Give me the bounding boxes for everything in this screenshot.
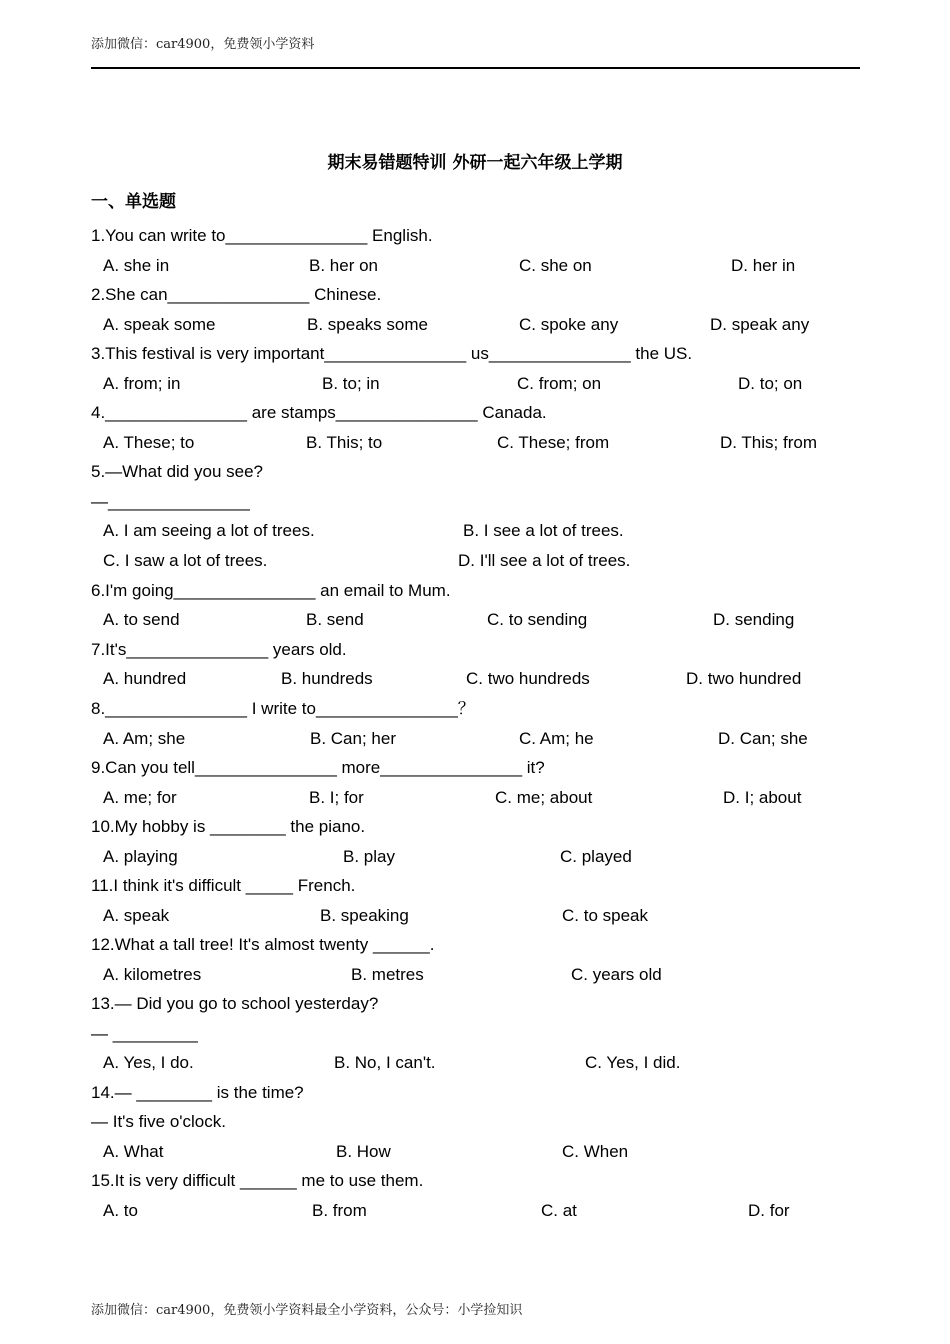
q9-option-c[interactable]: C. me; about: [495, 788, 593, 807]
q15-option-d[interactable]: D. for: [748, 1201, 790, 1220]
header-note: 添加微信：car4900，免费领小学资料: [91, 37, 315, 52]
q15-option-b[interactable]: B. from: [312, 1201, 367, 1220]
q1-option-d[interactable]: D. her in: [731, 256, 796, 275]
question-5-answer-line: —_______________: [91, 492, 250, 511]
q15-option-a[interactable]: A. to: [103, 1201, 138, 1220]
question-9-stem: 9.Can you tell_______________ more_______________ it?: [91, 758, 545, 777]
q10-option-a[interactable]: A. playing: [103, 847, 178, 866]
q8-option-a[interactable]: A. Am; she: [103, 729, 186, 748]
q9-option-d[interactable]: D. I; about: [723, 788, 802, 807]
q10-option-c[interactable]: C. played: [560, 847, 632, 866]
question-10-stem: 10.My hobby is ________ the piano.: [91, 817, 366, 836]
q13-option-b[interactable]: B. No, I can't.: [334, 1053, 436, 1072]
q4-option-b[interactable]: B. This; to: [306, 433, 383, 452]
question-4-stem: 4._______________ are stamps_______________ Canada.: [91, 403, 547, 422]
q2-option-d[interactable]: D. speak any: [710, 315, 810, 334]
footer-note: 添加微信：car4900，免费领小学资料最全小学资料，公众号：小学捡知识: [91, 1303, 523, 1318]
question-7-stem: 7.It's_______________ years old.: [91, 640, 347, 659]
q2-option-c[interactable]: C. spoke any: [519, 315, 619, 334]
q14-option-c[interactable]: C. When: [562, 1142, 629, 1161]
q14-option-a[interactable]: A. What: [103, 1142, 164, 1161]
q12-option-c[interactable]: C. years old: [571, 965, 662, 984]
q6-option-a[interactable]: A. to send: [103, 610, 180, 629]
q10-option-b[interactable]: B. play: [343, 847, 395, 866]
q6-option-c[interactable]: C. to sending: [487, 610, 588, 629]
q8-option-b[interactable]: B. Can; her: [310, 729, 396, 748]
q5-option-d[interactable]: D. I'll see a lot of trees.: [458, 551, 631, 570]
q6-option-d[interactable]: D. sending: [713, 610, 795, 629]
q1-option-c[interactable]: C. she on: [519, 256, 592, 275]
q3-option-a[interactable]: A. from; in: [103, 374, 181, 393]
q8-option-d[interactable]: D. Can; she: [718, 729, 808, 748]
question-6-stem: 6.I'm going_______________ an email to Mum.: [91, 581, 451, 600]
section-heading: 一、单选题: [91, 192, 176, 212]
header-divider: [91, 67, 860, 69]
q9-option-b[interactable]: B. I; for: [309, 788, 364, 807]
question-14-stem: 14.— ________ is the time?: [91, 1083, 304, 1102]
q3-option-b[interactable]: B. to; in: [322, 374, 380, 393]
q8-option-c[interactable]: C. Am; he: [519, 729, 594, 748]
q4-option-d[interactable]: D. This; from: [720, 433, 817, 452]
q14-option-b[interactable]: B. How: [336, 1142, 391, 1161]
question-12-stem: 12.What a tall tree! It's almost twenty ______.: [91, 935, 435, 954]
q1-option-b[interactable]: B. her on: [309, 256, 378, 275]
question-2-stem: 2.She can_______________ Chinese.: [91, 285, 382, 304]
q11-option-a[interactable]: A. speak: [103, 906, 170, 925]
q7-option-b[interactable]: B. hundreds: [281, 669, 373, 688]
q13-option-c[interactable]: C. Yes, I did.: [585, 1053, 681, 1072]
question-3-stem: 3.This festival is very important_______________ us_______________ the US.: [91, 344, 693, 363]
q15-option-c[interactable]: C. at: [541, 1201, 577, 1220]
q2-option-b[interactable]: B. speaks some: [307, 315, 428, 334]
q11-option-c[interactable]: C. to speak: [562, 906, 648, 925]
q4-option-a[interactable]: A. These; to: [103, 433, 195, 452]
q12-option-b[interactable]: B. metres: [351, 965, 424, 984]
q7-option-a[interactable]: A. hundred: [103, 669, 187, 688]
question-14-answer-line: — It's five o'clock.: [91, 1112, 226, 1131]
question-15-stem: 15.It is very difficult ______ me to use them.: [91, 1171, 424, 1190]
page-title: 期末易错题特训 外研一起六年级上学期: [327, 153, 623, 173]
q9-option-a[interactable]: A. me; for: [103, 788, 177, 807]
question-8-stem: 8._______________ I write to_______________？: [91, 699, 475, 718]
q5-option-c[interactable]: C. I saw a lot of trees.: [103, 551, 268, 570]
question-13-answer-line: — _________: [91, 1024, 198, 1043]
question-11-stem: 11.I think it's difficult _____ French.: [91, 876, 356, 895]
q12-option-a[interactable]: A. kilometres: [103, 965, 202, 984]
q5-option-b[interactable]: B. I see a lot of trees.: [463, 521, 624, 540]
q7-option-c[interactable]: C. two hundreds: [466, 669, 590, 688]
q11-option-b[interactable]: B. speaking: [320, 906, 409, 925]
q3-option-c[interactable]: C. from; on: [517, 374, 602, 393]
q6-option-b[interactable]: B. send: [306, 610, 364, 629]
question-5-stem: 5.—What did you see?: [91, 462, 263, 481]
q1-option-a[interactable]: A. she in: [103, 256, 170, 275]
question-13-stem: 13.— Did you go to school yesterday?: [91, 994, 379, 1013]
q4-option-c[interactable]: C. These; from: [497, 433, 610, 452]
question-1-stem: 1.You can write to_______________ English.: [91, 226, 433, 245]
q3-option-d[interactable]: D. to; on: [738, 374, 803, 393]
q2-option-a[interactable]: A. speak some: [103, 315, 216, 334]
q13-option-a[interactable]: A. Yes, I do.: [103, 1053, 194, 1072]
q7-option-d[interactable]: D. two hundred: [686, 669, 802, 688]
q5-option-a[interactable]: A. I am seeing a lot of trees.: [103, 521, 315, 540]
